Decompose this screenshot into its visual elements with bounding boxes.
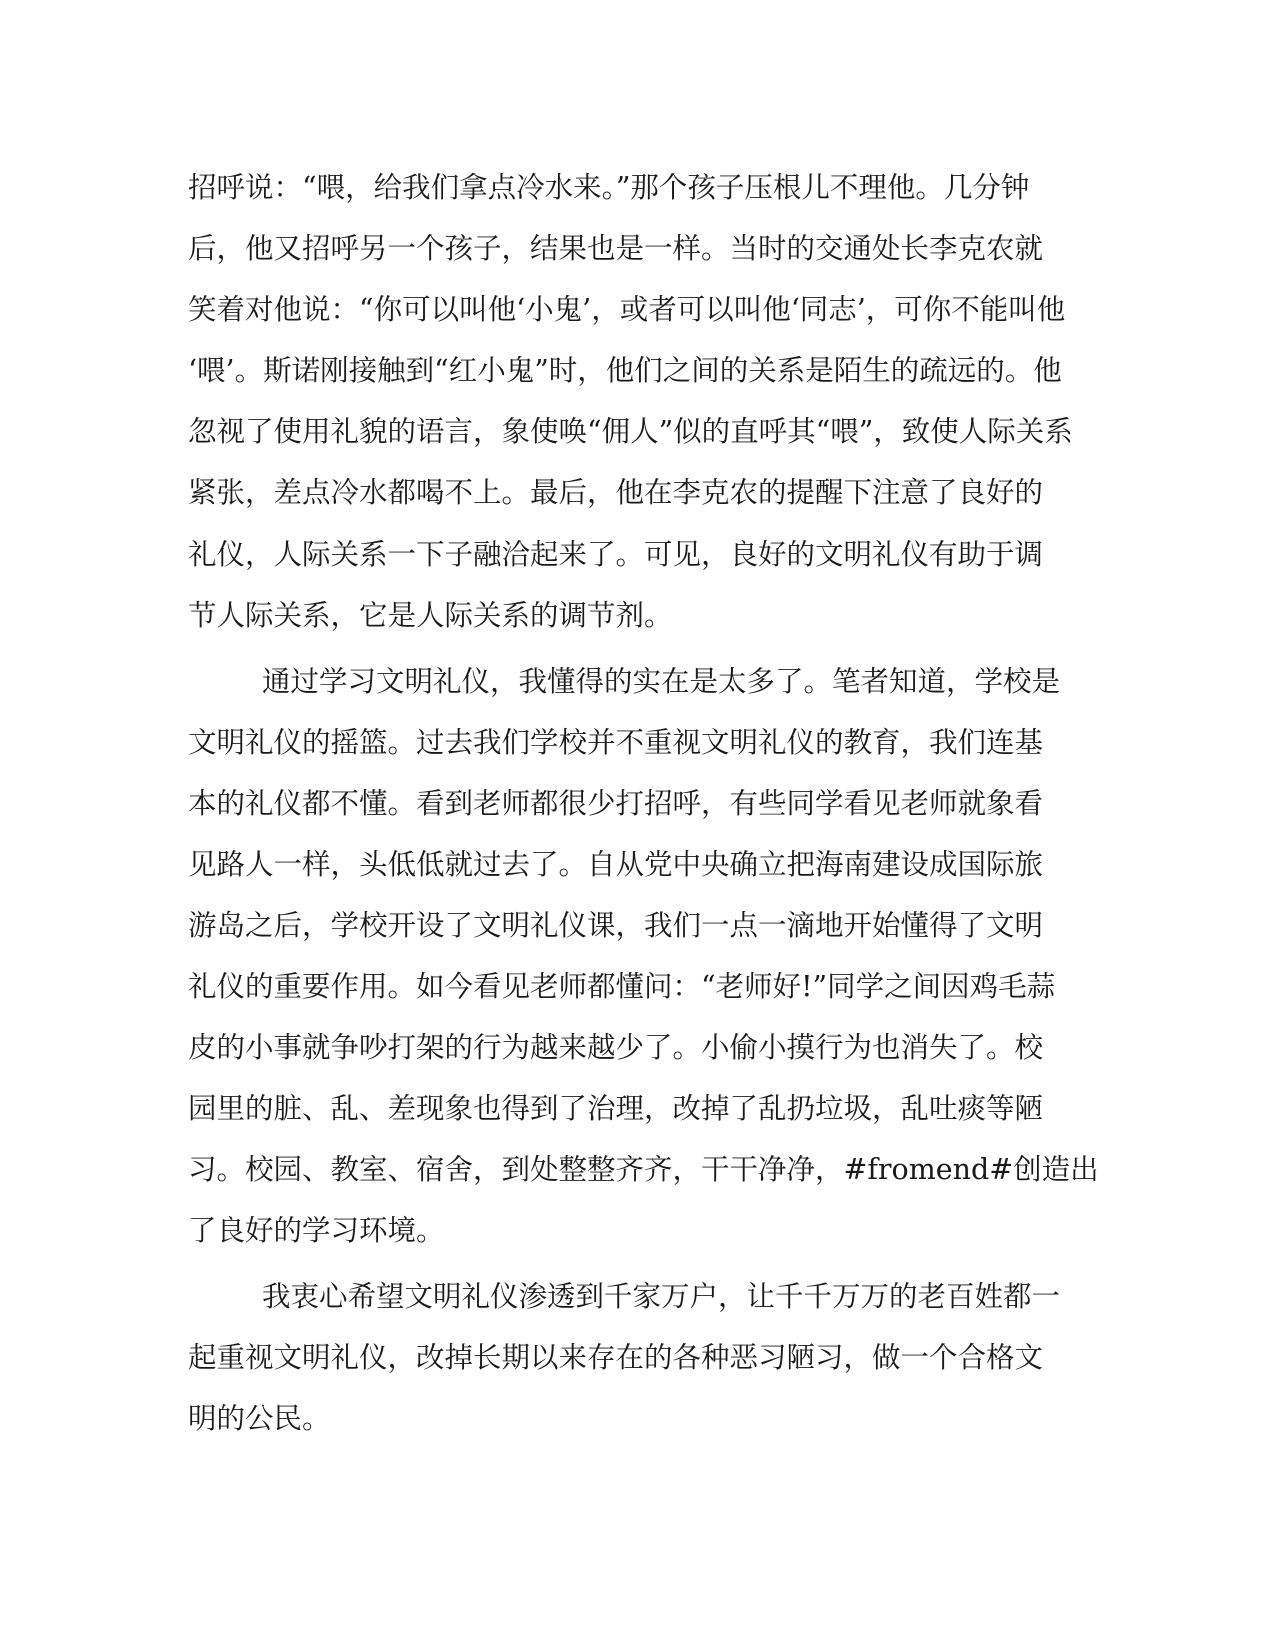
paragraph-start-line: 我衷心希望文明礼仪渗透到千家万户，让千千万万的老百姓都一 [262,1280,1061,1313]
text-line: 习。校园、教室、宿舍，到处整整齐齐，干干净净，#fromend#创造出 [188,1153,1099,1186]
text-line: 见路人一样，头低低就过去了。自从党中央确立把海南建设成国际旅 [188,848,1044,881]
text-line: 节人际关系，它是人际关系的调节剂。 [188,599,673,632]
text-line: 游岛之后，学校开设了文明礼仪课，我们一点一滴地开始懂得了文明 [188,909,1044,942]
text-line: ‘喂’。斯诺刚接触到“红小鬼”时，他们之间的关系是陌生的疏远的。他 [188,354,1062,387]
text-line: 招呼说：“喂，给我们拿点冷水来。”那个孩子压根儿不理他。几分钟 [188,171,1030,204]
text-line: 了良好的学习环境。 [188,1214,445,1247]
text-line: 皮的小事就争吵打架的行为越来越少了。小偷小摸行为也消失了。校 [188,1031,1044,1064]
text-line: 礼仪，人际关系一下子融洽起来了。可见，良好的文明礼仪有助于调 [188,538,1044,571]
text-line: 笑着对他说：“你可以叫他‘小鬼’，或者可以叫他‘同志’，可你不能叫他 [188,293,1066,326]
text-line: 起重视文明礼仪，改掉长期以来存在的各种恶习陋习，做一个合格文 [188,1341,1044,1374]
text-line: 紧张，差点冷水都喝不上。最后，他在李克农的提醒下注意了良好的 [188,476,1044,509]
text-line: 园里的脏、乱、差现象也得到了治理，改掉了乱扔垃圾，乱吐痰等陋 [188,1092,1044,1125]
text-line: 本的礼仪都不懂。看到老师都很少打招呼，有些同学看见老师就象看 [188,787,1044,820]
text-line: 文明礼仪的摇篮。过去我们学校并不重视文明礼仪的教育，我们连基 [188,726,1044,759]
text-line: 忽视了使用礼貌的语言，象使唤“佣人”似的直呼其“喂”，致使人际关系 [188,415,1073,448]
text-line: 明的公民。 [188,1402,331,1435]
paragraph-start-line: 通过学习文明礼仪，我懂得的实在是太多了。笔者知道，学校是 [262,665,1061,698]
text-line: 后，他又招呼另一个孩子，结果也是一样。当时的交通处长李克农就 [188,232,1044,265]
text-line: 礼仪的重要作用。如今看见老师都懂问：“老师好!”同学之间因鸡毛蒜 [188,970,1056,1003]
